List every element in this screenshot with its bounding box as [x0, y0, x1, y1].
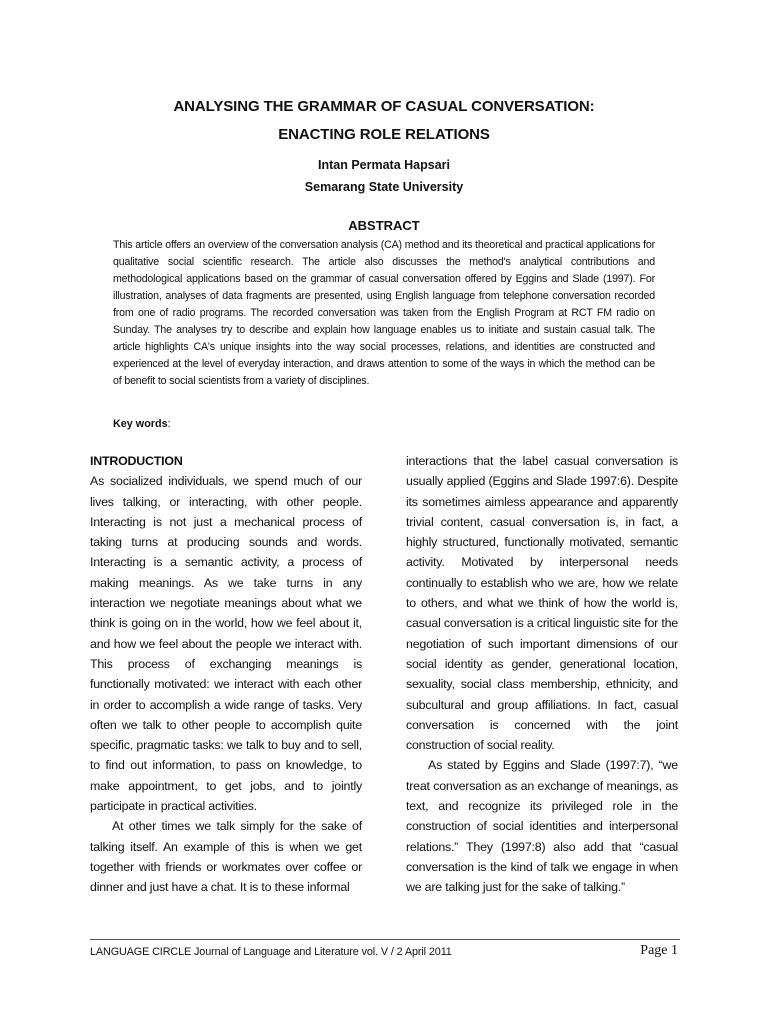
body-paragraph: interactions that the label casual conversation is usually applied (Eggins and Slade 1997:6). Despite its sometimes aimless appearance and apparently trivial content, casual conversation is, in fact, a highly structured, functionally motivated, semantic activity. Motivated by interpersonal needs continually to establish who we are, how we relate to others, and what we think of how the world is, casual conversation is a critical linguistic site for the negotiation of such important dimensions of our social identity as gender, generational location, sexuality, social class membership, ethnicity, and subcultural and group affiliations. In fact, casual conversation is concerned with the joint construction of social reality.	[406, 454, 678, 753]
paper-title	[60, 93, 708, 149]
author-block	[60, 154, 708, 198]
footer-page-number: Page 1	[640, 943, 678, 958]
author-name: Intan Permata Hapsari	[318, 158, 450, 172]
paper-title-line-1: ANALYSING THE GRAMMAR OF CASUAL CONVERSATION:	[173, 98, 595, 115]
body-column-left	[90, 451, 362, 898]
section-heading-introduction: INTRODUCTION	[90, 454, 183, 468]
abstract-heading: ABSTRACT	[348, 218, 420, 233]
body-column-right	[406, 451, 678, 898]
abstract-text: This article offers an overview of the conversation analysis (CA) method and its theoretical and practical applications for qualitative social scientific research. The article also discusses the method's analytical contributions and methodological applications based on the grammar of casual conversation offered by Eggins and Slade (1997). For illustration, analyses of data fragments are presented, using English language from telephone conversation recorded from one of radio programs. The recorded conversation was taken from the English Program at RCT FM radio on Sunday. The analyses try to describe and explain how language enables us to initiate and sustain casual talk. The article highlights CA's unique insights into the way social processes, relations, and identities are constructed and experienced at the level of everyday interaction, and draws attention to some of the ways in which the method can be of benefit to social scientists from a variety of disciplines.	[113, 239, 655, 387]
body-paragraph: As stated by Eggins and Slade (1997:7), “we treat conversation as an exchange of meanings, as text, and recognize its privileged role in the construction of social identities and interpersonal relations.” They (1997:8) also add that “casual conversation is the kind of talk we engage in when we are talking just for the sake of talking.”	[406, 758, 678, 895]
footer-journal-citation: LANGUAGE CIRCLE Journal of Language and Literature vol. V / 2 April 2011	[90, 946, 452, 958]
keywords-separator: :	[167, 418, 171, 430]
author-affiliation: Semarang State University	[304, 180, 464, 194]
paper-title-line-2: ENACTING ROLE RELATIONS	[278, 126, 490, 143]
keywords-line	[113, 416, 171, 433]
body-paragraph: At other times we talk simply for the sake of talking itself. An example of this is when we get together with friends or workmates over coffee or dinner and just have a chat. It is to these informal	[90, 819, 362, 895]
keywords-label: Key words	[113, 418, 168, 430]
body-paragraph: As socialized individuals, we spend much of our lives talking, or interacting, with other people. Interacting is not just a mechanical process of taking turns at producing sounds and words. Interacting is a semantic activity, a process of making meanings. As we take turns in any interaction we negotiate meanings about what we think is going on in the world, how we feel about it, and how we feel about the people we interact with. This process of exchanging meanings is functionally motivated: we interact with each other in order to accomplish a wide range of tasks. Very often we talk to other people to accomplish quite specific, pragmatic tasks: we talk to buy and to sell, to find out information, to pass on knowledge, to make appointment, to get jobs, and to jointly participate in practical activities.	[90, 474, 362, 814]
footer-divider	[90, 939, 680, 940]
